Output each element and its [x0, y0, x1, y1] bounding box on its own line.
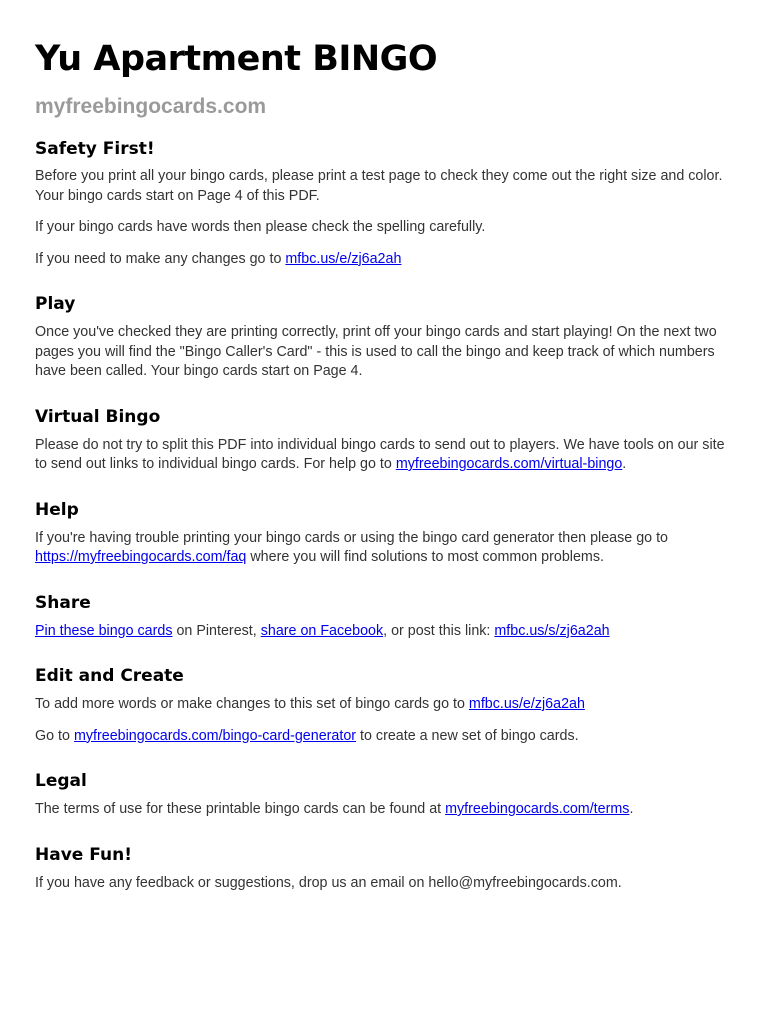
edit-set-link[interactable]: mfbc.us/e/zj6a2ah [468, 696, 585, 712]
section-have-fun [35, 845, 735, 894]
help-paragraph-end: where you will find solutions to most common problems. [246, 549, 604, 565]
safety-paragraph-3 [35, 250, 735, 270]
safety-paragraph-2: If your bingo cards have words then please check the spelling carefully. [35, 219, 486, 235]
edit-paragraph-1-text: To add more words or make changes to this set of bingo cards go to [35, 696, 469, 712]
site-name: myfreebingocards.com [35, 95, 267, 118]
share-text-2: , or post this link: [383, 622, 495, 639]
help-paragraph-1 [35, 529, 735, 568]
faq-link[interactable]: https://myfreebingocards.com/faq [35, 549, 247, 565]
edit-paragraph-2-end: to create a new set of bingo cards. [356, 727, 579, 744]
section-safety [35, 139, 735, 269]
share-text-1: on Pinterest, [172, 622, 261, 639]
edit-paragraph-2 [35, 727, 735, 747]
section-heading-safety: Safety First! [35, 139, 155, 159]
section-help [35, 500, 735, 568]
legal-paragraph-end: . [629, 801, 634, 817]
virtual-paragraph-end: . [622, 456, 627, 472]
virtual-paragraph-1 [35, 436, 735, 475]
section-virtual-bingo [35, 407, 735, 475]
section-play [35, 294, 735, 382]
section-legal [35, 771, 735, 820]
section-heading-play: Play [35, 294, 76, 314]
safety-paragraph-3-text: If you need to make any changes go to [35, 250, 286, 267]
fun-paragraph-1: If you have any feedback or suggestions, drop us an email on hello@myfreebingocards.com. [35, 874, 622, 891]
generator-link[interactable]: myfreebingocards.com/bingo-card-generator [73, 727, 357, 744]
virtual-bingo-link[interactable]: myfreebingocards.com/virtual-bingo [395, 456, 623, 472]
section-heading-legal: Legal [35, 771, 87, 791]
play-paragraph-1: Once you've checked they are printing correctly, print off your bingo cards and start playing! On the next two pages you will find the "Bingo Caller's Card" - this is used to call the bingo and keep track of which numbers have been called. Your bingo cards start on Page 4. [35, 324, 717, 379]
legal-paragraph-text: The terms of use for these printable bingo cards can be found at [35, 801, 446, 817]
help-paragraph-text: If you're having trouble printing your bingo cards or using the bingo card generator then please go to [35, 529, 668, 546]
terms-link[interactable]: myfreebingocards.com/terms [445, 801, 630, 817]
page-title: Yu Apartment BINGO [35, 39, 438, 79]
edit-paragraph-2-text: Go to [35, 727, 74, 744]
section-edit-create [35, 666, 735, 746]
share-paragraph-1 [35, 622, 735, 642]
section-share [35, 593, 735, 642]
section-heading-have-fun: Have Fun! [35, 844, 132, 865]
facebook-share-link[interactable]: share on Facebook [260, 622, 384, 639]
section-heading-virtual-bingo: Virtual Bingo [35, 406, 161, 427]
section-heading-share: Share [35, 592, 91, 613]
edit-paragraph-1 [35, 695, 735, 715]
pinterest-link[interactable]: Pin these bingo cards [35, 622, 173, 639]
section-heading-help: Help [35, 499, 79, 520]
virtual-paragraph-text: Please do not try to split this PDF into individual bingo cards to send out to players. We have tools on our site to send out links to individual bingo cards. For help go to [35, 436, 725, 472]
legal-paragraph-1 [35, 800, 735, 820]
share-short-link[interactable]: mfbc.us/s/zj6a2ah [494, 622, 610, 639]
document-page [35, 38, 735, 893]
edit-cards-link[interactable]: mfbc.us/e/zj6a2ah [285, 250, 402, 267]
safety-paragraph-1: Before you print all your bingo cards, please print a test page to check they come out the right size and color. Your bingo cards start on Page 4 of this PDF. [35, 168, 723, 204]
section-heading-edit-create: Edit and Create [35, 666, 184, 686]
